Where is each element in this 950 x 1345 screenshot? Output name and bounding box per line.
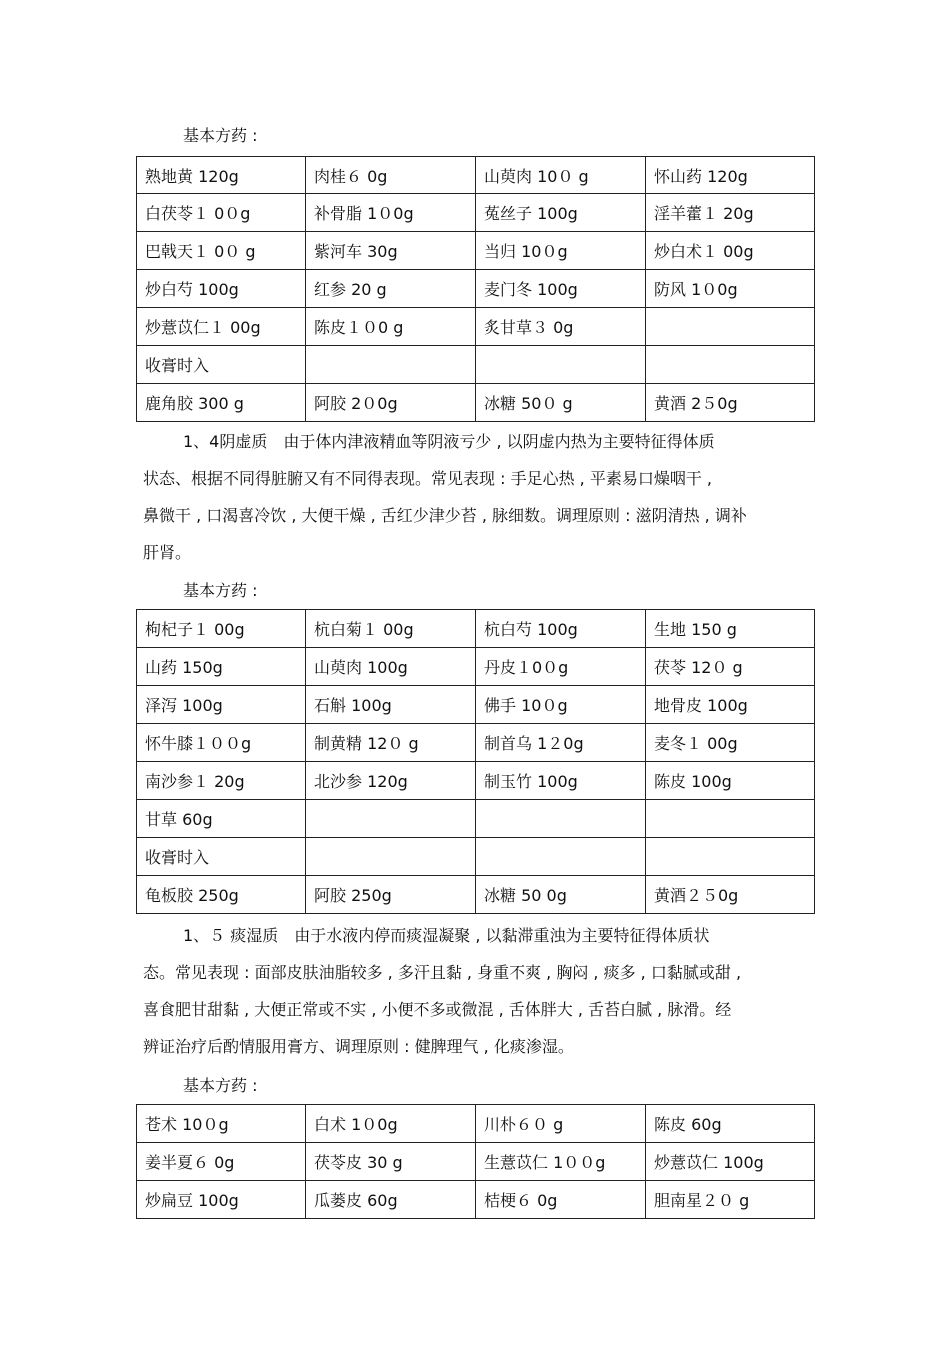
table-cell: 补骨脂 1０0g: [306, 194, 476, 232]
table-cell: 防风 1０0g: [646, 270, 815, 308]
prescription-table-phlegm: [136, 1104, 815, 1219]
table-cell: [306, 838, 476, 876]
table-row: [137, 762, 815, 800]
table-cell: 杭白菊１ 00g: [306, 610, 476, 648]
table-cell: 山萸肉 100g: [306, 648, 476, 686]
table-cell: 苍术 10０g: [137, 1105, 306, 1143]
table-cell: 佛手 10０g: [476, 686, 646, 724]
table-row: [137, 686, 815, 724]
paragraph-line: 喜食肥甘甜黏 , 大便正常或不实 , 小便不多或微混 , 舌体胖大 , 舌苔白腻 , 脉滑。经: [143, 1000, 732, 1019]
table-row: [137, 648, 815, 686]
table-row: [137, 876, 815, 914]
table-cell: 当归 10０g: [476, 232, 646, 270]
table-cell: 龟板胶 250g: [137, 876, 306, 914]
table-cell: 陈皮１０0 g: [306, 308, 476, 346]
table-cell: 制黄精 12０ g: [306, 724, 476, 762]
paragraph-line: 辨证治疗后酌情服用膏方、调理原则 : 健脾理气 , 化痰渗湿。: [143, 1037, 574, 1056]
table-cell: 炒薏苡仁 100g: [646, 1143, 815, 1181]
table-row: [137, 838, 815, 876]
table-cell: 瓜蒌皮 60g: [306, 1181, 476, 1219]
table-cell: 姜半夏６ 0g: [137, 1143, 306, 1181]
table-cell: 阿胶 250g: [306, 876, 476, 914]
prescription-table-yang: [136, 156, 815, 422]
table-cell: [646, 800, 815, 838]
paragraph-line: 1、５ 痰湿质 由于水液内停而痰湿凝聚 , 以黏滞重浊为主要特征得体质状: [183, 926, 710, 945]
table-row: [137, 800, 815, 838]
paragraph-phlegm-damp: [143, 917, 813, 1065]
table-cell: 陈皮 60g: [646, 1105, 815, 1143]
prescription-label: 基本方药 :: [183, 581, 258, 600]
paragraph-line: 状态、根据不同得脏腑又有不同得表现。常见表现 : 手足心热 , 平素易口燥咽干 ,: [143, 469, 712, 488]
table-cell: 桔梗６ 0g: [476, 1181, 646, 1219]
prescription-label: 基本方药 :: [183, 1076, 258, 1095]
table-cell: 制首乌 1２0g: [476, 724, 646, 762]
table-row: [137, 724, 815, 762]
table-cell: 冰糖 50０ g: [476, 384, 646, 422]
table-cell: 生地 150 g: [646, 610, 815, 648]
table-row: [137, 194, 815, 232]
table-cell: [476, 346, 646, 384]
table-cell: 炙甘草３ 0g: [476, 308, 646, 346]
table-cell: 陈皮 100g: [646, 762, 815, 800]
table-row: [137, 1143, 815, 1181]
table-cell: 白术 1０0g: [306, 1105, 476, 1143]
table-cell: 黄酒 2５0g: [646, 384, 815, 422]
table-row: [137, 610, 815, 648]
table-cell: 泽泻 100g: [137, 686, 306, 724]
table-cell: 炒白术１ 00g: [646, 232, 815, 270]
table-cell: 怀牛膝１００g: [137, 724, 306, 762]
table-cell: 山药 150g: [137, 648, 306, 686]
table-cell: 炒薏苡仁１ 00g: [137, 308, 306, 346]
table-cell: [646, 308, 815, 346]
paragraph-line: 1、4阴虚质 由于体内津液精血等阴液亏少 , 以阴虚内热为主要特征得体质: [183, 432, 715, 451]
table-cell: 石斛 100g: [306, 686, 476, 724]
table-cell: 冰糖 50 0g: [476, 876, 646, 914]
table-row: [137, 232, 815, 270]
table-cell: 熟地黄 120g: [137, 157, 306, 194]
table-cell: [476, 838, 646, 876]
table-cell: 枸杞子１ 00g: [137, 610, 306, 648]
table-cell: 阿胶 2０0g: [306, 384, 476, 422]
table-cell: 地骨皮 100g: [646, 686, 815, 724]
table-cell: 制玉竹 100g: [476, 762, 646, 800]
paragraph-yin-deficiency: [143, 423, 813, 571]
table-cell: 收膏时入: [137, 838, 306, 876]
table-cell: 怀山药 120g: [646, 157, 815, 194]
table-cell: 紫河车 30g: [306, 232, 476, 270]
table-cell: 川朴６０ g: [476, 1105, 646, 1143]
table-cell: 肉桂６ 0g: [306, 157, 476, 194]
table-row: [137, 1181, 815, 1219]
table-cell: 生薏苡仁 1００g: [476, 1143, 646, 1181]
paragraph-line: 鼻微干 , 口渴喜冷饮 , 大便干燥 , 舌红少津少苔 , 脉细数。调理原则 : 滋阴清热 , 调补: [143, 506, 747, 525]
table-cell: [646, 346, 815, 384]
table-row: [137, 157, 815, 194]
paragraph-line: 肝肾。: [143, 543, 192, 562]
table-cell: 胆南星２０ g: [646, 1181, 815, 1219]
prescription-table-yin: [136, 609, 815, 914]
table-cell: 丹皮１0０g: [476, 648, 646, 686]
table-cell: 北沙参 120g: [306, 762, 476, 800]
table-cell: 山萸肉 10０ g: [476, 157, 646, 194]
table-row: [137, 308, 815, 346]
table-cell: 茯苓皮 30 g: [306, 1143, 476, 1181]
table-cell: 白茯苓１ 0０g: [137, 194, 306, 232]
table-cell: 炒扁豆 100g: [137, 1181, 306, 1219]
table-cell: 茯苓 12０ g: [646, 648, 815, 686]
table-cell: 鹿角胶 300 g: [137, 384, 306, 422]
table-cell: 菟丝子 100g: [476, 194, 646, 232]
table-cell: 收膏时入: [137, 346, 306, 384]
table-cell: 麦冬１ 00g: [646, 724, 815, 762]
table-cell: 黄酒２５0g: [646, 876, 815, 914]
table-row: [137, 384, 815, 422]
table-cell: [476, 800, 646, 838]
table-cell: 炒白芍 100g: [137, 270, 306, 308]
table-cell: 甘草 60g: [137, 800, 306, 838]
table-cell: 杭白芍 100g: [476, 610, 646, 648]
table-cell: 淫羊藿１ 20g: [646, 194, 815, 232]
table-row: [137, 346, 815, 384]
table-cell: 麦门冬 100g: [476, 270, 646, 308]
table-row: [137, 270, 815, 308]
table-cell: [306, 346, 476, 384]
table-row: [137, 1105, 815, 1143]
table-cell: [646, 838, 815, 876]
prescription-label: 基本方药 :: [183, 126, 258, 145]
table-cell: 南沙参１ 20g: [137, 762, 306, 800]
table-cell: [306, 800, 476, 838]
table-cell: 巴戟天１ 0０ g: [137, 232, 306, 270]
table-cell: 红参 20 g: [306, 270, 476, 308]
paragraph-line: 态。常见表现 : 面部皮肤油脂较多 , 多汗且黏 , 身重不爽 , 胸闷 , 痰多 , 口黏腻或甜 ,: [143, 963, 742, 982]
